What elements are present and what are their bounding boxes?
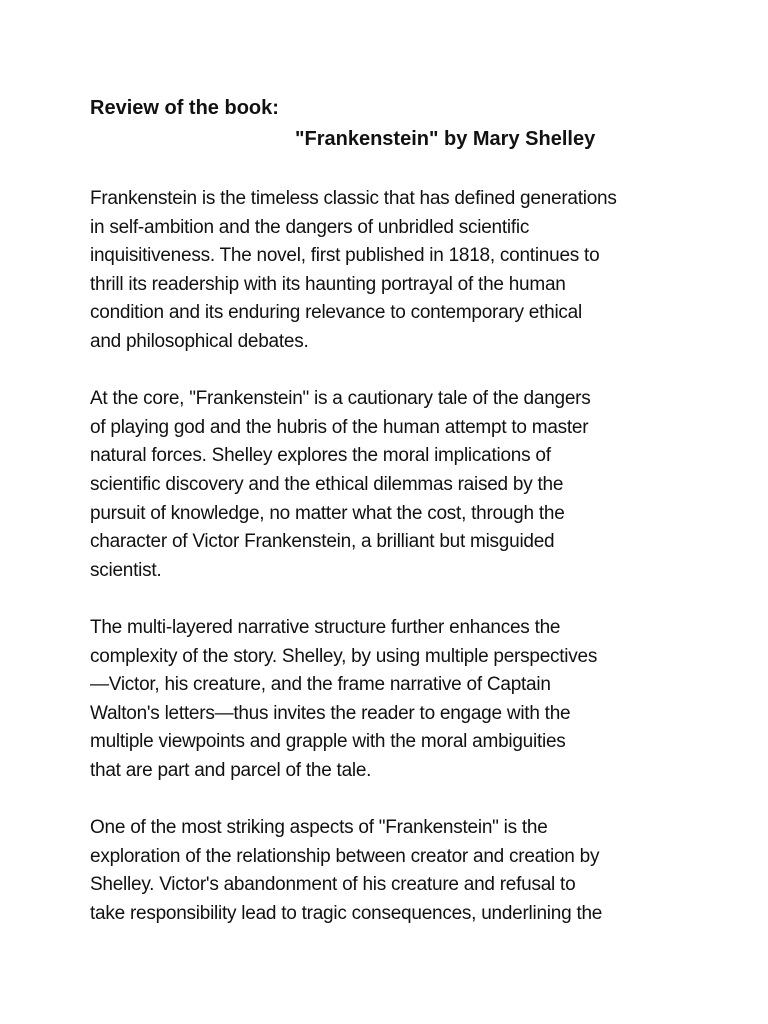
paragraph-line: scientific discovery and the ethical dilemmas raised by the xyxy=(90,473,564,495)
document-body xyxy=(90,93,690,928)
paragraph-line: natural forces. Shelley explores the moral implications of xyxy=(90,445,551,467)
paragraph-line: The multi-layered narrative structure further enhances the xyxy=(90,616,561,638)
paragraph-line: condition and its enduring relevance to contemporary ethical xyxy=(90,302,582,324)
paragraph-line: complexity of the story. Shelley, by using multiple perspectives xyxy=(90,645,598,667)
paragraph-line: take responsibility lead to tragic consequences, underlining the xyxy=(90,902,603,924)
review-title xyxy=(90,93,690,155)
paragraph-line: Frankenstein is the timeless classic that has defined generations xyxy=(90,188,617,209)
title-line-2: "Frankenstein" by Mary Shelley xyxy=(295,128,596,150)
paragraph-line: in self-ambition and the dangers of unbridled scientific xyxy=(90,216,530,238)
paragraph-line: thrill its readership with its haunting portrayal of the human xyxy=(90,273,566,295)
paragraph-line: of playing god and the hubris of the human attempt to master xyxy=(90,416,589,438)
paragraph-line: —Victor, his creature, and the frame narrative of Captain xyxy=(90,674,551,696)
paragraph-line: multiple viewpoints and grapple with the moral ambiguities xyxy=(90,731,566,753)
paragraph-3 xyxy=(90,614,690,786)
title-line-1: Review of the book: xyxy=(90,97,279,119)
paragraph-line: Walton's letters—thus invites the reader to engage with the xyxy=(90,702,571,724)
paragraph-line: scientist. xyxy=(90,559,162,581)
paragraph-line: that are part and parcel of the tale. xyxy=(90,759,372,781)
paragraph-line: exploration of the relationship between creator and creation by xyxy=(90,845,600,867)
paragraph-4 xyxy=(90,814,690,928)
paragraph-line: One of the most striking aspects of "Frankenstein" is the xyxy=(90,817,548,839)
paragraph-1 xyxy=(90,185,690,357)
paragraph-line: Shelley. Victor's abandonment of his creature and refusal to xyxy=(90,874,576,896)
paragraph-line: and philosophical debates. xyxy=(90,330,309,352)
paragraph-line: inquisitiveness. The novel, first published in 1818, continues to xyxy=(90,245,600,267)
paragraph-line: At the core, "Frankenstein" is a cautionary tale of the dangers xyxy=(90,388,591,410)
paragraph-line: character of Victor Frankenstein, a brilliant but misguided xyxy=(90,531,555,553)
paragraph-line: pursuit of knowledge, no matter what the cost, through the xyxy=(90,502,565,524)
paragraph-2 xyxy=(90,385,690,585)
